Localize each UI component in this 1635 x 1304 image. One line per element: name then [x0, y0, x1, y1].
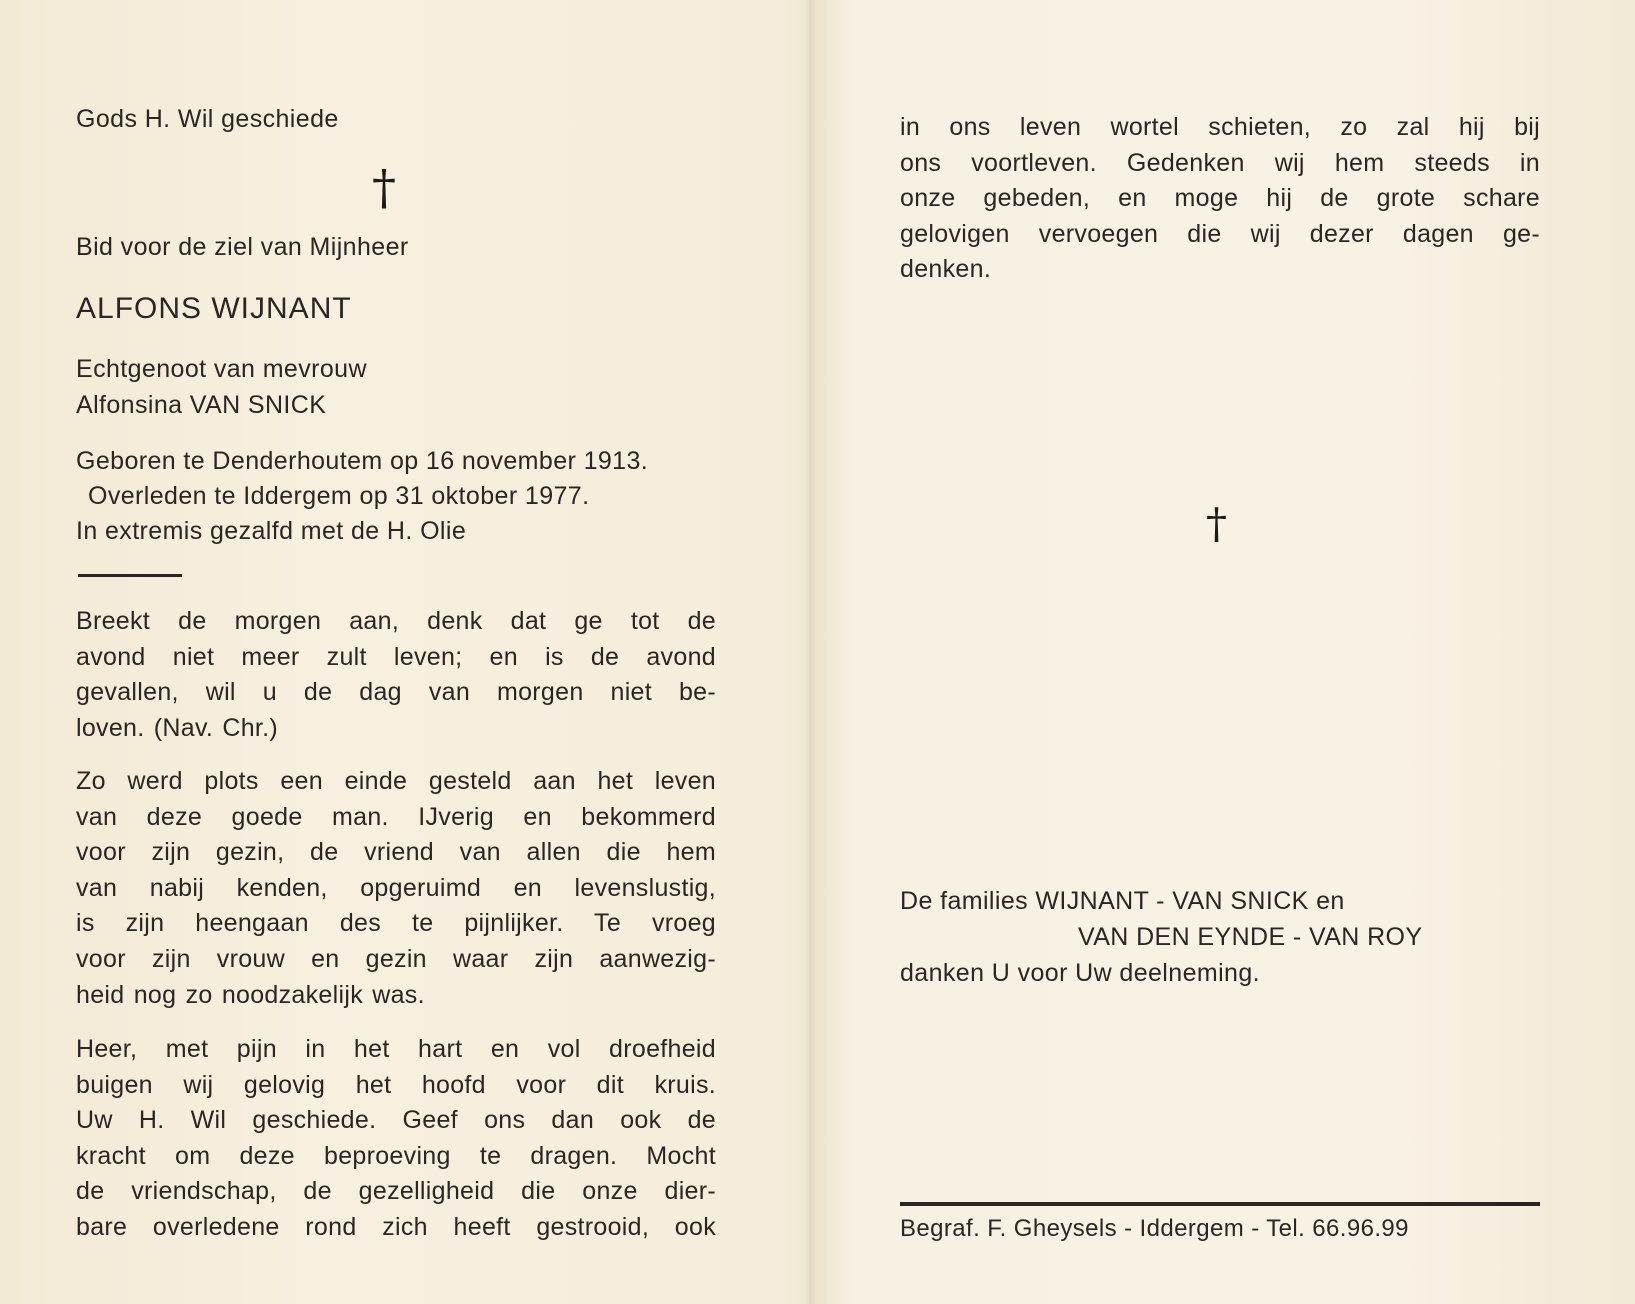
paragraph-3-line: Heer, met pijn in het hart en vol droefheid [76, 1035, 716, 1063]
continued-paragraph-line: denken. [900, 255, 992, 284]
paragraph-3-line: kracht om deze beproeving te dragen. Mocht [76, 1141, 716, 1170]
continued-paragraph-line: onze gebeden, en moge hij de grote schare [900, 184, 1540, 213]
thanks-line-3: danken U voor Uw deelneming. [900, 959, 1261, 987]
separator-rule [78, 574, 182, 577]
death-line: Overleden te Iddergem op 31 oktober 1977. [88, 482, 590, 510]
continued-paragraph-line: gelovigen vervoegen die wij dezer dagen ge- [900, 219, 1540, 248]
paragraph-1-line: gevallen, wil u de dag van morgen niet be- [76, 678, 716, 707]
paragraph-2 [76, 764, 716, 1013]
paragraph-3-line: Uw H. Wil geschiede. Geef ons dan ook de [76, 1106, 716, 1135]
deceased-name: ALFONS WIJNANT [76, 292, 352, 325]
thanks-line-1: De families WIJNANT - VAN SNICK en [900, 887, 1345, 915]
undertaker-rule [900, 1202, 1540, 1206]
paragraph-2-line: van nabij kenden, opgeruimd en levenslustig, [76, 873, 716, 902]
paragraph-2-line: is zijn heengaan des te pijnlijker. Te vroeg [76, 909, 716, 938]
opening-line: Gods H. Wil geschiede [76, 105, 339, 133]
spouse-line-1: Echtgenoot van mevrouw [76, 355, 367, 383]
paragraph-2-line: voor zijn vrouw en gezin waar zijn aanwezig- [76, 944, 716, 973]
thanks-line-2: VAN DEN EYNDE - VAN ROY [1078, 923, 1423, 951]
cross-icon: † [1206, 499, 1227, 548]
continued-paragraph [900, 110, 1540, 288]
paragraph-2-line: Zo werd plots een einde gesteld aan het leven [76, 767, 716, 795]
paragraph-2-line: voor zijn gezin, de vriend van allen die hem [76, 838, 716, 867]
paragraph-2-line: van deze goede man. IJverig en bekommerd [76, 802, 716, 831]
paragraph-3 [76, 1032, 716, 1246]
cross-icon: † [372, 160, 396, 216]
paragraph-1 [76, 604, 716, 746]
undertaker-line: Begraf. F. Gheysels - Iddergem - Tel. 66.96.99 [900, 1215, 1409, 1242]
prayer-line: Bid voor de ziel van Mijnheer [76, 233, 409, 261]
anointed-line: In extremis gezalfd met de H. Olie [76, 517, 467, 545]
paragraph-1-line: avond niet meer zult leven; en is de avond [76, 642, 716, 671]
paragraph-1-line: loven. (Nav. Chr.) [76, 713, 279, 742]
card-fold [806, 0, 816, 1304]
paragraph-2-line: heid nog zo noodzakelijk was. [76, 980, 425, 1009]
paragraph-3-line: bare overledene rond zich heeft gestrooid, ook [76, 1212, 716, 1241]
paragraph-3-line: buigen wij gelovig het hoofd voor dit kruis. [76, 1070, 716, 1099]
paragraph-1-line: Breekt de morgen aan, denk dat ge tot de [76, 607, 716, 635]
paragraph-3-line: de vriendschap, de gezelligheid die onze dier- [76, 1177, 716, 1206]
birth-line: Geboren te Denderhoutem op 16 november 1913. [76, 447, 649, 475]
spouse-line-2: Alfonsina VAN SNICK [76, 391, 327, 419]
continued-paragraph-line: in ons leven wortel schieten, zo zal hij bij [900, 113, 1540, 141]
continued-paragraph-line: ons voortleven. Gedenken wij hem steeds in [900, 148, 1540, 177]
